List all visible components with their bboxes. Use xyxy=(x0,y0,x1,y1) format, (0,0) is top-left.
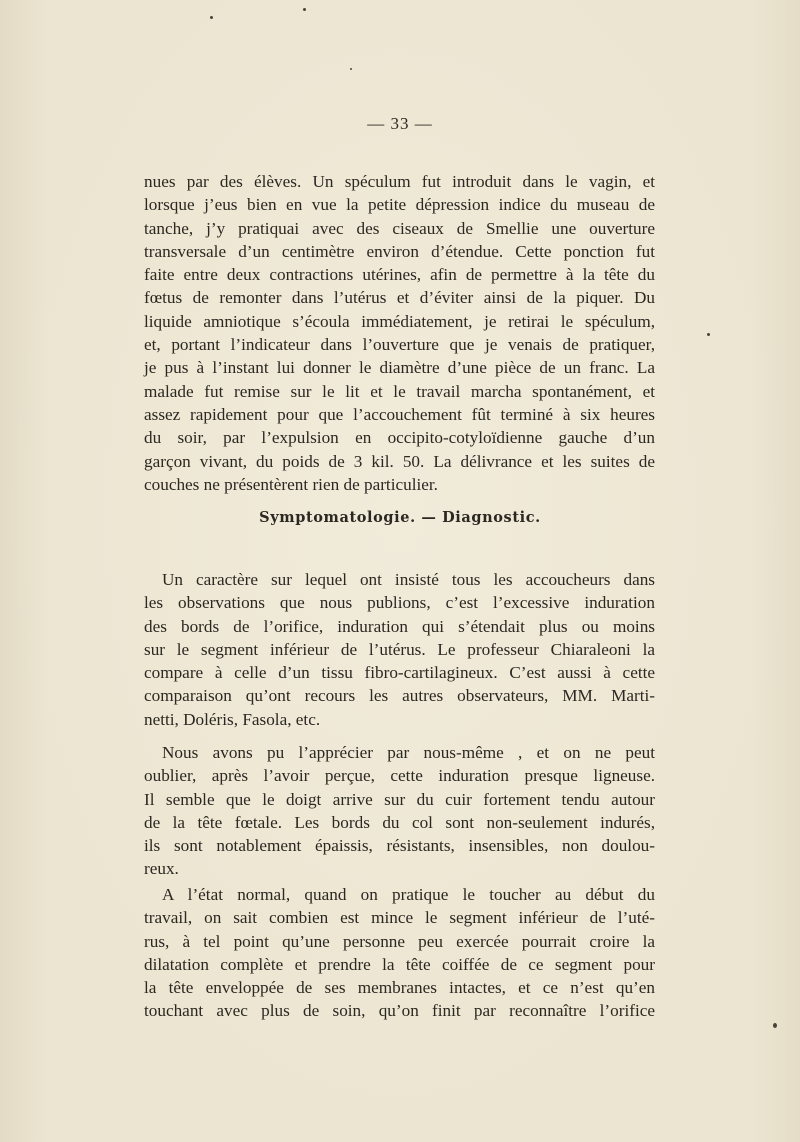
paper-speck xyxy=(210,16,213,19)
text-line: sur le segment inférieur de l’utérus. Le professeur Chiaraleoni la xyxy=(144,639,655,659)
text-line: la tête enveloppée de ses membranes intactes, et ce n’est qu’en xyxy=(144,978,655,998)
text-line: garçon vivant, du poids de 3 kil. 50. La délivrance et les suites de xyxy=(144,451,655,471)
paper-speck xyxy=(350,68,352,70)
paragraph-4 xyxy=(144,883,655,1023)
text-line: assez rapidement pour que l’accouchement fût terminé à six heures xyxy=(144,404,655,424)
paragraph-2 xyxy=(144,568,655,731)
text-line: du soir, par l’expulsion en occipito-cotyloïdienne gauche d’un xyxy=(144,428,655,448)
paper-speck xyxy=(303,8,306,11)
text-line: oublier, après l’avoir perçue, cette induration presque ligneuse. xyxy=(144,766,655,786)
text-line: transversale d’un centimètre environ d’étendue. Cette ponction fut xyxy=(144,241,655,261)
text-line: rus, à tel point qu’une personne peu exercée pourrait croire la xyxy=(144,931,655,951)
text-line: Un caractère sur lequel ont insisté tous les accoucheurs dans xyxy=(162,570,655,589)
text-line: fœtus de remonter dans l’utérus et d’éviter ainsi de la piquer. Du xyxy=(144,288,655,308)
text-line: tanche, j’y pratiquai avec des ciseaux de Smellie une ouverture xyxy=(144,218,655,238)
text-line: ils sont notablement épaissis, résistants, insensibles, non doulou- xyxy=(144,836,655,856)
section-heading: Symptomatologie. — Diagnostic. xyxy=(259,509,541,526)
paper-speck xyxy=(707,333,710,336)
text-line: liquide amniotique s’écoula immédiatement, je retirai le spéculum, xyxy=(144,311,655,331)
text-line: Nous avons pu l’apprécier par nous-même , et on ne peut xyxy=(162,743,655,762)
text-line: dilatation complète et prendre la tête coiffée de ce segment pour xyxy=(144,954,655,974)
text-line: lorsque j’eus bien en vue la petite dépression indice du museau de xyxy=(144,195,655,215)
text-line: faite entre deux contractions utérines, afin de permettre à la tête du xyxy=(144,265,655,285)
text-line: des bords de l’orifice, induration qui s’étendait plus ou moins xyxy=(144,616,655,636)
paragraph-1 xyxy=(144,170,655,496)
text-line: les observations que nous publions, c’est l’excessive induration xyxy=(144,593,655,613)
paragraph-3 xyxy=(144,741,655,881)
page-number: — 33 — xyxy=(367,114,433,133)
text-line: comparaison qu’ont recours les autres observateurs, MM. Marti- xyxy=(144,686,655,706)
text-line: de la tête fœtale. Les bords du col sont non-seulement indurés, xyxy=(144,812,655,832)
text-line: et, portant l’indicateur dans l’ouverture que je venais de pratiquer, xyxy=(144,335,655,355)
text-line: travail, on sait combien est mince le segment inférieur de l’uté- xyxy=(144,908,655,928)
text-line: A l’état normal, quand on pratique le toucher au début du xyxy=(162,885,655,904)
text-line: Il semble que le doigt arrive sur du cuir fortement tendu autour xyxy=(144,789,655,809)
text-line: couches ne présentèrent rien de particulier. xyxy=(144,474,438,494)
text-line: netti, Doléris, Fasola, etc. xyxy=(144,709,321,729)
text-line: je pus à l’instant lui donner le diamètre d’une pièce de un franc. La xyxy=(144,358,655,378)
text-line: touchant avec plus de soin, qu’on finit par reconnaître l’orifice xyxy=(144,1001,655,1021)
text-line: nues par des élèves. Un spéculum fut introduit dans le vagin, et xyxy=(144,172,655,191)
text-line: compare à celle d’un tissu fibro-cartilagineux. C’est aussi à cette xyxy=(144,663,655,683)
text-line: reux. xyxy=(144,859,179,879)
paper-speck xyxy=(773,1023,777,1028)
text-line: malade fut remise sur le lit et le travail marcha spontanément, et xyxy=(144,381,655,401)
